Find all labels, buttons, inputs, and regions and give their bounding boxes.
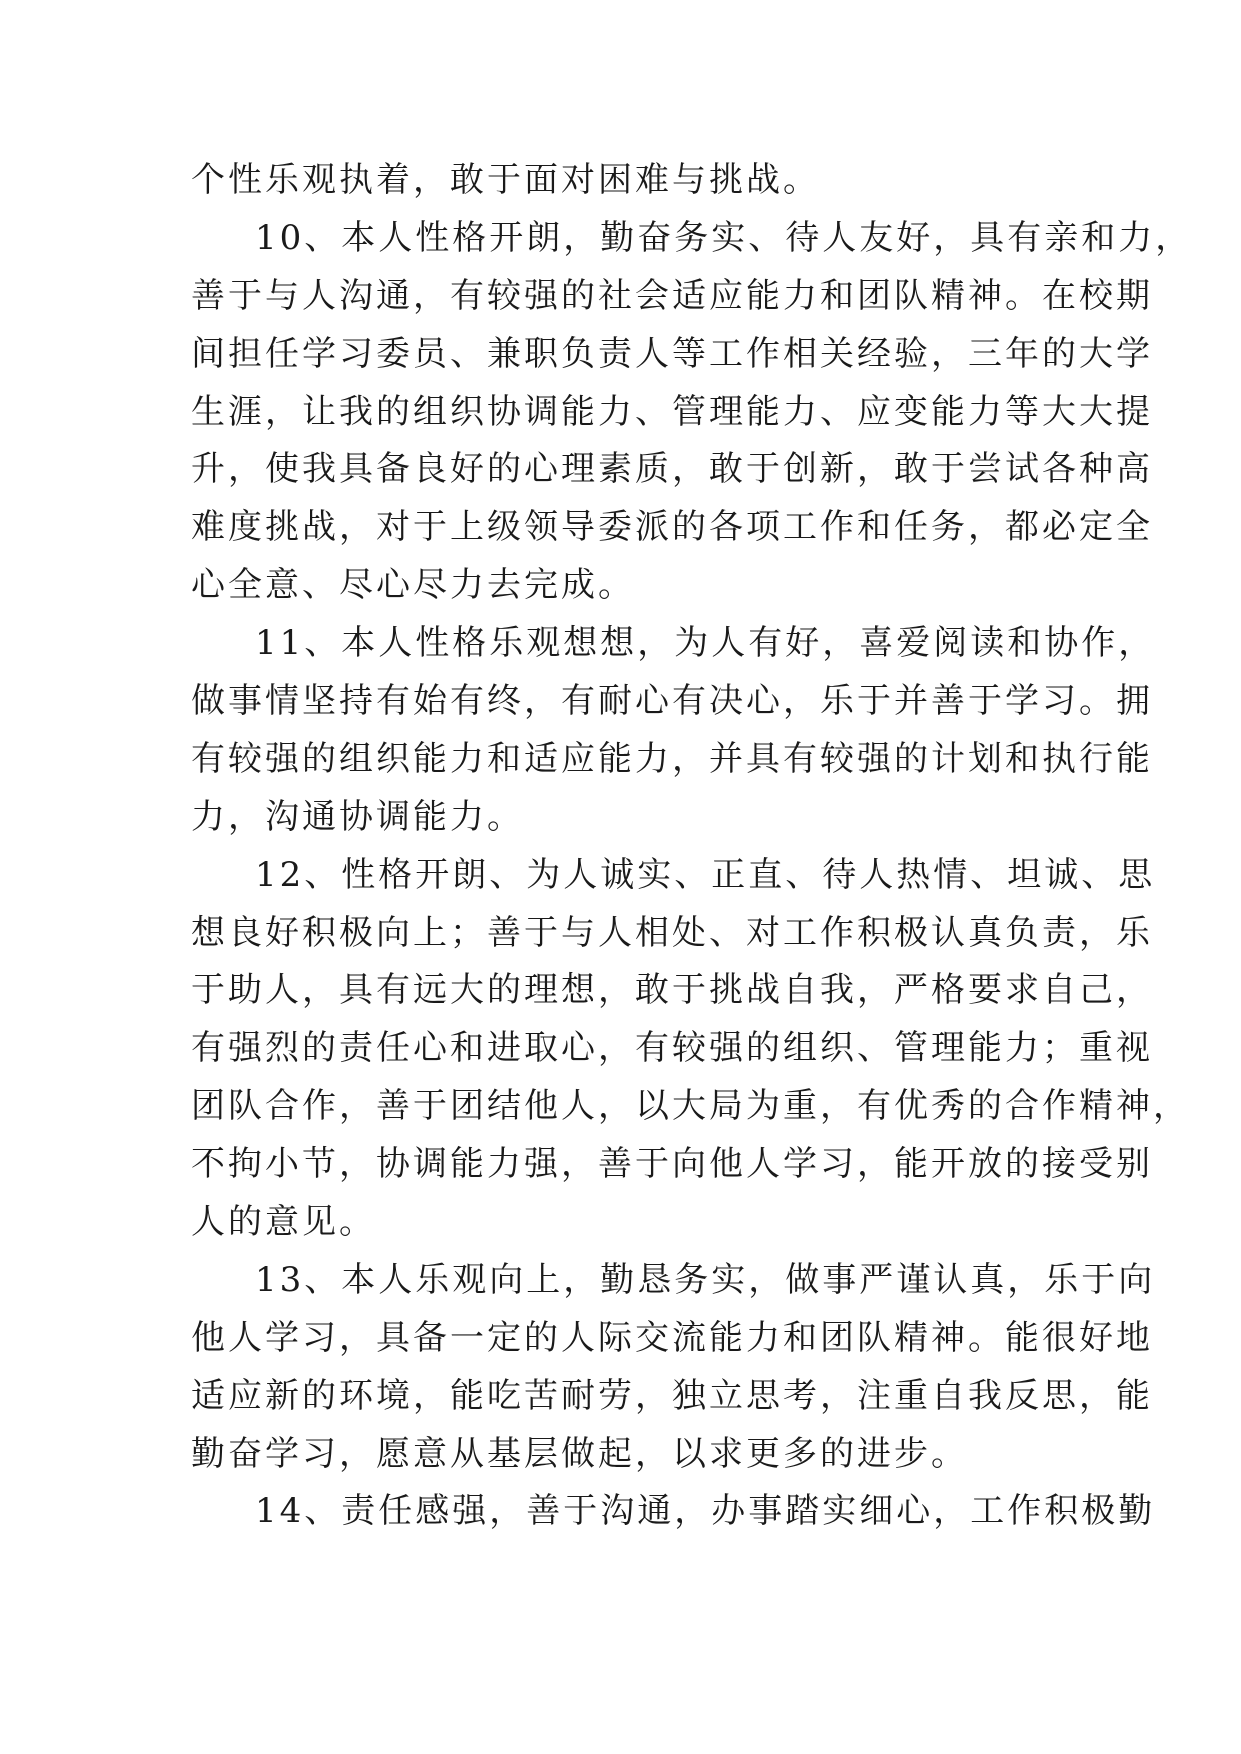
- text-line: 力，沟通协调能力。: [191, 796, 524, 837]
- text-line: 适应新的环境，能吃苦耐劳，独立思考，注重自我反思，能: [191, 1375, 1153, 1416]
- text-line: 升，使我具备良好的心理素质，敢于创新，敢于尝试各种高: [191, 449, 1153, 490]
- paragraph-first-line: 12、性格开朗、为人诚实、正直、待人热情、坦诚、思: [255, 854, 1156, 895]
- text-line: 想良好积极向上；善于与人相处、对工作积极认真负责，乐: [191, 912, 1153, 953]
- document-body: [191, 152, 1193, 1541]
- text-line: 有较强的组织能力和适应能力，并具有较强的计划和执行能: [191, 738, 1153, 779]
- text-line: 有强烈的责任心和进取心，有较强的组织、管理能力；重视: [191, 1028, 1153, 1069]
- text-line: 于助人，具有远大的理想，敢于挑战自我，严格要求自己，: [191, 970, 1153, 1011]
- text-line: 他人学习，具备一定的人际交流能力和团队精神。能很好地: [191, 1317, 1153, 1358]
- text-line: 难度挑战，对于上级领导委派的各项工作和任务，都必定全: [191, 507, 1153, 548]
- paragraph-first-line: 14、责任感强，善于沟通，办事踏实细心，工作积极勤: [255, 1491, 1156, 1532]
- text-line: 个性乐观执着，敢于面对困难与挑战。: [191, 160, 820, 200]
- text-line: 间担任学习委员、兼职负责人等工作相关经验，三年的大学: [191, 333, 1153, 374]
- paragraph-first-line: 10、本人性格开朗，勤奋务实、待人友好，具有亲和力，: [255, 217, 1193, 258]
- text-line: 不拘小节，协调能力强，善于向他人学习，能开放的接受别: [191, 1144, 1153, 1185]
- paragraph-first-line: 11、本人性格乐观想想，为人有好，喜爱阅读和协作，: [255, 623, 1156, 664]
- text-line: 勤奋学习，愿意从基层做起，以求更多的进步。: [191, 1433, 968, 1474]
- text-line: 生涯，让我的组织协调能力、管理能力、应变能力等大大提: [191, 391, 1153, 432]
- text-line: 团队合作，善于团结他人，以大局为重，有优秀的合作精神，: [191, 1086, 1190, 1127]
- text-line: 做事情坚持有始有终，有耐心有决心，乐于并善于学习。拥: [191, 681, 1153, 722]
- text-line: 心全意、尽心尽力去完成。: [191, 565, 635, 606]
- text-line: 善于与人沟通，有较强的社会适应能力和团队精神。在校期: [191, 275, 1153, 316]
- paragraph-first-line: 13、本人乐观向上，勤恳务实，做事严谨认真，乐于向: [255, 1259, 1156, 1300]
- text-line: 人的意见。: [191, 1202, 376, 1243]
